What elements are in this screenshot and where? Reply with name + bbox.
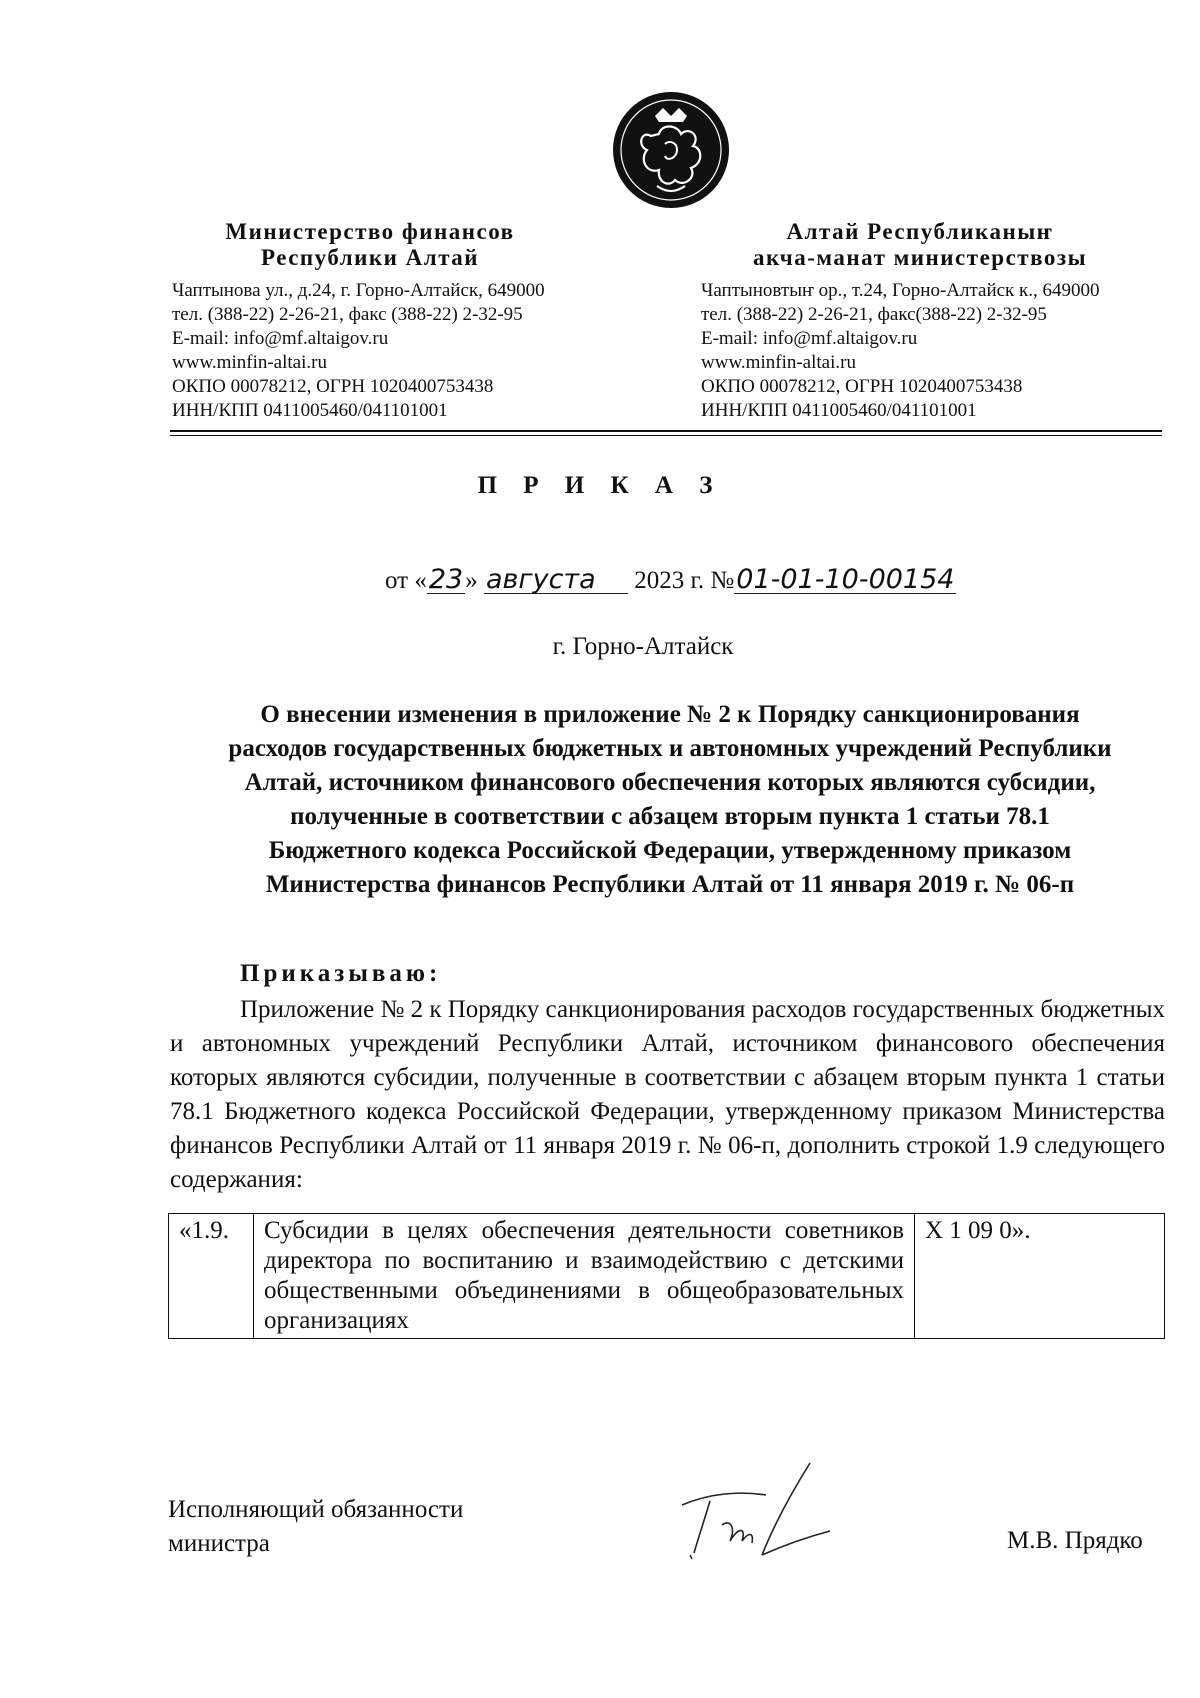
header-divider-thin [170,435,1162,436]
phone-line: тел. (388-22) 2-26-21, факс (388-22) 2-32-95 [172,304,523,325]
title-line: Алтай, источником финансового обеспечения которых являются субсидии, [244,769,1096,796]
ministry-name-ru [175,219,565,271]
email-line: E-mail: info@mf.altaigov.ru [172,328,389,349]
date-year: 2023 г. № [634,567,735,594]
okpo-line: ОКПО 00078212, ОГРН 1020400753438 [172,376,494,397]
ministry-name-alt-line: акча-манат министерствозы [752,245,1088,270]
date-prefix: от « [385,567,427,594]
ministry-name-ru-line: Министерство финансов [225,219,515,244]
title-line: полученные в соответствии с абзацем вторым пункта 1 статьи 78.1 [290,803,1050,830]
ministry-name-ru-line: Республики Алтай [260,245,480,270]
handwritten-day: 23 [428,564,464,595]
title-line: Бюджетного кодекса Российской Федерации, утвержденному приказом [268,837,1072,864]
title-line: Министерства финансов Республики Алтай от 11 января 2019 г. № 06-п [265,871,1075,898]
handwritten-month: августа [484,567,628,594]
ministry-name-alt-line: Алтай Республиканыҥ [786,219,1054,244]
amendment-table [168,1213,1165,1339]
row-description-main: Субсидии в целях обеспечения деятельности советников директора по воспитанию и взаимодействию с детскими общественными объединениями в общеобразовательных [264,1217,904,1304]
header-divider [170,430,1162,432]
date-number-line [385,564,956,595]
ministry-name-alt [690,219,1150,271]
order-label: Приказываю: [240,960,442,987]
row-description-last: организациях [264,1307,409,1334]
coat-of-arms-emblem [611,90,731,210]
email-line: E-mail: info@mf.altaigov.ru [701,328,918,349]
inn-line: ИНН/КПП 0411005460/041101001 [701,400,977,421]
position-line: Исполняющий обязанности [168,1496,464,1523]
order-body: Приложение № 2 к Порядку санкционирования расходов государственных бюджетных и автономных учреждений Республики Алтай, источником финансового обеспечения которых являются субсидии, полученные в соответствии с абзацем вторым пункта 1 статьи 78.1 Бюджетного кодекса Российской Федерации, утвержденному приказом Министерства финансов Республики Алтай от 11 января 2019 г. № 06-п, дополнить строкой 1.9 следующего содержания: [170,996,1165,1193]
handwritten-number: 01-01-10-00154 [736,564,955,595]
address-line: Чаптынова ул., д.24, г. Горно-Алтайск, 649000 [172,280,545,301]
inn-line: ИНН/КПП 0411005460/041101001 [172,400,448,421]
row-number: «1.9. [169,1214,254,1339]
address-line: Чаптыновтыҥ ор., т.24, Горно-Алтайск к., 649000 [701,280,1100,301]
date-mid: » [465,567,478,594]
ministry-contacts-ru [172,279,545,423]
phone-line: тел. (388-22) 2-26-21, факс(388-22) 2-32-95 [701,304,1047,325]
document-type: П Р И К А З [477,472,723,499]
position-line: министра [168,1530,270,1557]
signatory-name: М.В. Прядко [1007,1527,1143,1554]
handwritten-signature [670,1455,840,1565]
table-row [169,1214,1165,1339]
city: г. Горно-Алтайск [552,633,734,660]
ministry-contacts-alt [701,279,1100,423]
website-line: www.minfin-altai.ru [172,352,327,373]
signatory-position [168,1493,463,1561]
document-title [160,698,1180,902]
title-line: О внесении изменения в приложение № 2 к Порядку санкционирования [260,701,1080,728]
row-code: Х 1 09 0». [915,1214,1165,1339]
website-line: www.minfin-altai.ru [701,352,856,373]
title-line: расходов государственных бюджетных и автономных учреждений Республики [228,735,1112,762]
row-description [254,1214,915,1339]
okpo-line: ОКПО 00078212, ОГРН 1020400753438 [701,376,1023,397]
